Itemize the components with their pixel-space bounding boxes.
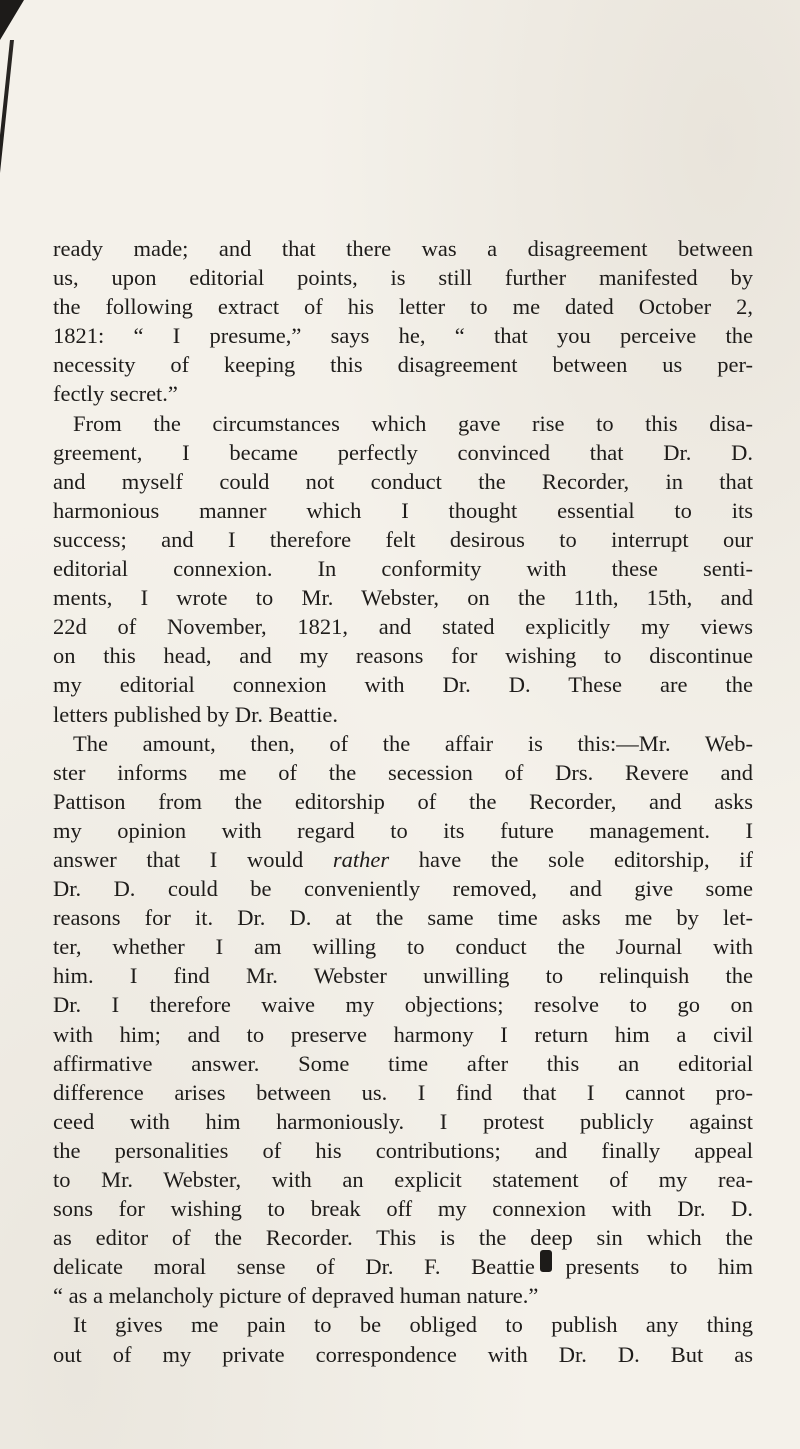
text-line: the following extract of his letter to me dated October 2, [53, 294, 753, 320]
text-line: success; and I therefore felt desirous to interrupt our [53, 526, 753, 552]
paragraph-1 [53, 234, 753, 409]
text-line: harmonious manner which I thought essential to its [53, 497, 753, 523]
text-line: greement, I became perfectly convinced that Dr. D. [53, 439, 753, 465]
paragraph-3 [53, 729, 753, 1311]
text-line: my editorial connexion with Dr. D. These are the [53, 672, 753, 698]
text-line: ster informs me of the secession of Drs. Revere and [53, 759, 753, 785]
text-line: him. I find Mr. Webster unwilling to relinquish the [53, 963, 753, 989]
text-line: ready made; and that there was a disagreement between [53, 236, 753, 261]
text-line: “ as a melancholy picture of depraved human nature.” [53, 1283, 539, 1309]
text-line: Pattison from the editorship of the Recorder, and asks [53, 788, 753, 814]
text-line: affirmative answer. Some time after this an editorial [53, 1050, 753, 1076]
text-line: reasons for it. Dr. D. at the same time asks me by let- [53, 905, 753, 931]
emphasized-word: rather [332, 846, 390, 872]
text-line: ceed with him harmoniously. I protest publicly against [53, 1108, 753, 1134]
scan-shadow-mark [0, 0, 24, 40]
text-line: delicate moral sense of Dr. F. Beattie presents to him [53, 1254, 753, 1280]
text-line: my opinion with regard to its future management. I [53, 817, 753, 843]
text-line: sons for wishing to break off my connexion with Dr. D. [53, 1196, 753, 1222]
text-line: Dr. D. could be conveniently removed, and give some [53, 876, 753, 902]
text-line: ments, I wrote to Mr. Webster, on the 11th, 15th, and [53, 585, 753, 611]
text-line: fectly secret.” [53, 381, 178, 407]
text-line: out of my private correspondence with Dr. D. But as [53, 1341, 753, 1367]
text-line: It gives me pain to be obliged to publish any thing [73, 1312, 753, 1338]
text-line: the personalities of his contributions; and finally appeal [53, 1137, 753, 1163]
paragraph-2 [53, 409, 753, 729]
text-line: 22d of November, 1821, and stated explicitly my views [53, 614, 753, 640]
text-line: editorial connexion. In conformity with these senti- [53, 556, 753, 582]
text-line: ter, whether I am willing to conduct the Journal with [53, 934, 753, 960]
text-line: 1821: “ I presume,” says he, “ that you perceive the [53, 323, 753, 349]
text-line: with him; and to preserve harmony I return him a civil [53, 1021, 753, 1047]
text-line: letters published by Dr. Beattie. [53, 701, 338, 727]
body-text [53, 234, 753, 1369]
text-line: to Mr. Webster, with an explicit statement of my rea- [53, 1167, 753, 1192]
scan-shadow-streak [0, 40, 14, 230]
paragraph-4 [53, 1310, 753, 1368]
text-line: difference arises between us. I find that I cannot pro- [53, 1079, 753, 1105]
text-line: on this head, and my reasons for wishing to discontinue [53, 643, 753, 669]
text-line: Dr. I therefore waive my objections; resolve to go on [53, 992, 753, 1018]
text-line: us, upon editorial points, is still further manifested by [53, 265, 753, 291]
text-line: The amount, then, of the affair is this:—Mr. Web- [73, 730, 753, 756]
text-line: necessity of keeping this disagreement between us per- [53, 352, 753, 378]
text-segment: have the sole editorship, if [418, 846, 753, 872]
text-segment: answer that I would [53, 846, 333, 872]
text-line: as editor of the Recorder. This is the deep sin which the [53, 1225, 753, 1251]
text-line: and myself could not conduct the Recorder, in that [53, 468, 753, 494]
text-line: From the circumstances which gave rise to this disa- [73, 410, 753, 436]
text-line-with-emphasis [53, 845, 753, 874]
